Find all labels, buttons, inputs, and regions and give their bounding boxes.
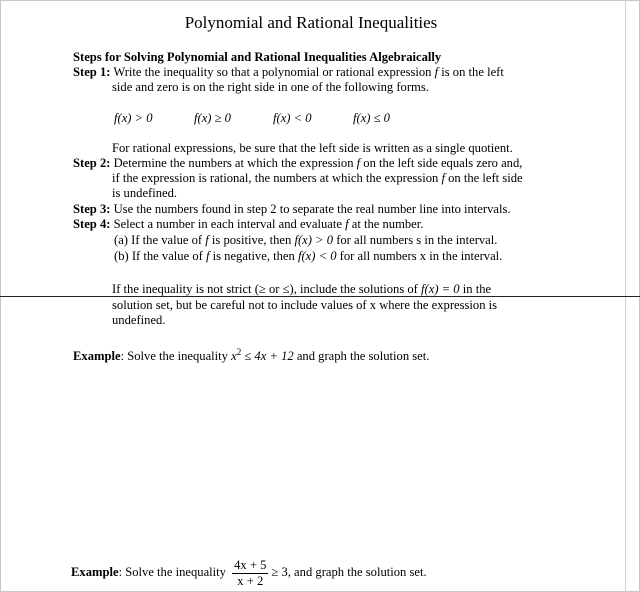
step1-text-a: Write the inequality so that a polynomial or rational expression [110,65,435,79]
fraction-numerator: 4x + 5 [234,557,267,572]
step3-text: Use the numbers found in step 2 to separate the real number line into intervals. [110,202,511,216]
strict-note-line1 [112,282,491,297]
example2-text: : Solve the inequality [118,565,230,579]
example1-text: : Solve the inequality [120,349,232,364]
step2-text-b: on the left side equals zero and, [360,156,523,170]
example2-fraction [232,558,268,589]
example1-x: x [231,349,237,364]
strict-note-b: in the [459,282,492,296]
strict-note-line3: undefined. [112,313,166,327]
form-greater-equal: f(x) ≥ 0 [194,111,231,125]
step2-f: f [356,156,361,170]
step4-case-b [114,249,502,264]
step4-case-a [114,233,497,248]
example2 [71,557,427,589]
step2-line1 [73,156,522,171]
example1-label: Example [73,349,121,364]
step3-line [73,202,511,217]
strict-note-a: If the inequality is not strict (≥ or ≤), include the solutions of [112,282,422,296]
step2-line2-b: on the left side [444,171,523,185]
step2-line2-a: if the expression is rational, the numbers at which the expression [112,171,442,185]
step2-label: Step 2: [73,156,111,170]
form-less: f(x) < 0 [273,111,312,125]
step1-line2: side and zero is on the right side in one of the following forms. [112,80,429,94]
case-a-mid: is positive, then [208,233,295,247]
form-greater: f(x) > 0 [114,111,153,125]
example1 [73,345,429,364]
step4-label: Step 4: [73,217,111,231]
example2-label: Example [71,565,119,579]
section-heading: Steps for Solving Polynomial and Rational Inequalities Algebraically [73,50,442,64]
example1-tail: and graph the solution set. [293,349,430,364]
step4-line [73,217,423,232]
case-a-pre: (a) If the value of [114,233,206,247]
strict-note-expr: f(x) = 0 [421,282,460,296]
step1-label: Step 1: [73,65,111,79]
step2-line3: is undefined. [112,186,178,200]
step4-text-a: Select a number in each interval and evaluate [110,217,346,231]
rational-note: For rational expressions, be sure that the left side is written as a single quotient. [112,141,513,155]
strict-note-line2: solution set, but be careful not to include values of x where the expression is [112,298,498,312]
step2-line2 [112,171,523,186]
fraction-denominator: x + 2 [237,573,264,588]
step4-f: f [345,217,349,231]
case-b-expr: f(x) < 0 [297,249,337,263]
case-a-f: f [205,233,209,247]
case-b-post: for all numbers x in the interval. [336,249,503,263]
inequality-forms [0,111,640,127]
step1-text-b: is on the left [438,65,504,79]
step1-line1 [73,65,504,80]
example1-expr: ≤ 4x + 12 [241,349,294,364]
case-b-f: f [205,249,210,263]
case-b-pre: (b) If the value of [114,249,206,263]
case-a-expr: f(x) > 0 [294,233,334,247]
example1-exponent: 2 [236,347,242,357]
step4-text-b: at the number. [348,217,424,231]
step1-f: f [434,65,439,79]
form-less-equal: f(x) ≤ 0 [353,111,390,125]
case-a-post: for all numbers s in the interval. [333,233,498,247]
step2-text-a: Determine the numbers at which the expression [110,156,357,170]
case-b-mid: is negative, then [209,249,298,263]
example2-tail: ≥ 3, and graph the solution set. [271,565,427,579]
step3-label: Step 3: [73,202,111,216]
step2-line2-f: f [441,171,445,185]
page-title: Polynomial and Rational Inequalities [184,13,438,32]
